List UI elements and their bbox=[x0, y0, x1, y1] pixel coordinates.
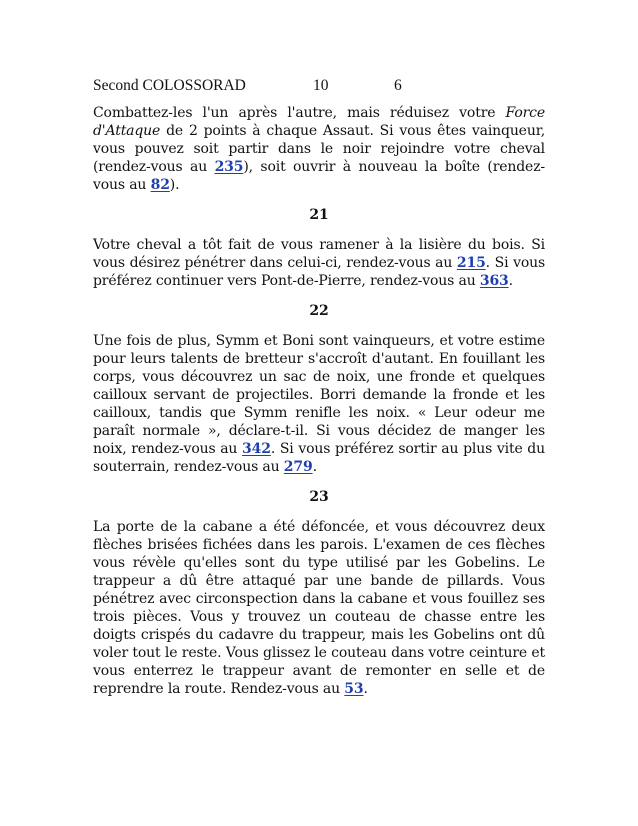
text: ). bbox=[169, 177, 180, 193]
section-link-53[interactable]: 53 bbox=[344, 681, 364, 697]
section-link-342[interactable]: 342 bbox=[242, 441, 271, 457]
text: de 2 points à chaque Assaut. Si vous êtes vainqueur, vous pouvez soit partir dans le noir rejoindre votre cheval (rendez-vous au bbox=[93, 123, 545, 175]
section-link-363[interactable]: 363 bbox=[479, 273, 509, 289]
section-link-279[interactable]: 279 bbox=[283, 459, 313, 475]
text: . Si vous préférez continuer vers Pont-de-Pierre, rendez-vous au bbox=[93, 255, 546, 289]
header-title: Second COLOSSORAD bbox=[93, 77, 246, 94]
text: . bbox=[312, 459, 317, 475]
paragraph-continued bbox=[93, 104, 545, 194]
paragraph-21 bbox=[93, 236, 545, 290]
section-link-215[interactable]: 215 bbox=[456, 255, 486, 271]
page-header bbox=[93, 77, 402, 95]
page-body bbox=[93, 104, 545, 698]
section-link-235[interactable]: 235 bbox=[214, 159, 244, 175]
text: . bbox=[363, 681, 368, 697]
text: Une fois de plus, Symm et Boni sont vainqueurs, et votre estime pour leurs talents de bretteur s'accroît d'autant. En fouillant les corps, vous découvrez un sac de noix, une fronde et quelques cailloux servant de projectiles. Borri demande la fronde et les cailloux, tandis que Symm renifle les noix. « Leur odeur me paraît normale », déclare-t-il. Si vous décidez de manger les noix, rendez-vous au bbox=[93, 333, 545, 457]
text: . Si vous préférez sortir au plus vite du souterrain, rendez-vous au bbox=[93, 441, 545, 475]
header-number-1: 10 bbox=[313, 77, 329, 94]
paragraph-23 bbox=[93, 518, 545, 698]
text: Combattez-les l'un après l'autre, mais réduisez votre bbox=[93, 105, 506, 121]
text: Votre cheval a tôt fait de vous ramener à la lisière du bois. Si vous désirez pénétrer dans celui-ci, rendez-vous au bbox=[93, 237, 545, 271]
header-number-2: 6 bbox=[394, 77, 402, 94]
section-number-21: 21 bbox=[309, 207, 329, 223]
paragraph-22 bbox=[93, 332, 545, 476]
section-link-82[interactable]: 82 bbox=[150, 177, 170, 193]
text: . bbox=[508, 273, 513, 289]
text: ), soit ouvrir à nouveau la boîte (rendez-vous au bbox=[93, 159, 545, 193]
section-number-22: 22 bbox=[309, 303, 329, 319]
text: La porte de la cabane a été défoncée, et vous découvrez deux flèches brisées fichées dans les parois. L'examen de ces flèches vous révèle qu'elles sont du type utilisé par les Gobelins. Le trappeur a dû être attaqué par une bande de pillards. Vous pénétrez avec circonspection dans la cabane et vous fouillez ses trois pièces. Vous y trouvez un couteau de chasse entre les doigts crispés du cadavre du trappeur, mais les Gobelins ont dû voler tout le reste. Vous glissez le couteau dans votre ceinture et vous enterrez le trappeur avant de remonter en selle et de reprendre la route. Rendez-vous au bbox=[93, 519, 545, 697]
section-number-23: 23 bbox=[309, 489, 329, 505]
italic-term: Force d'Attaque bbox=[93, 105, 545, 139]
